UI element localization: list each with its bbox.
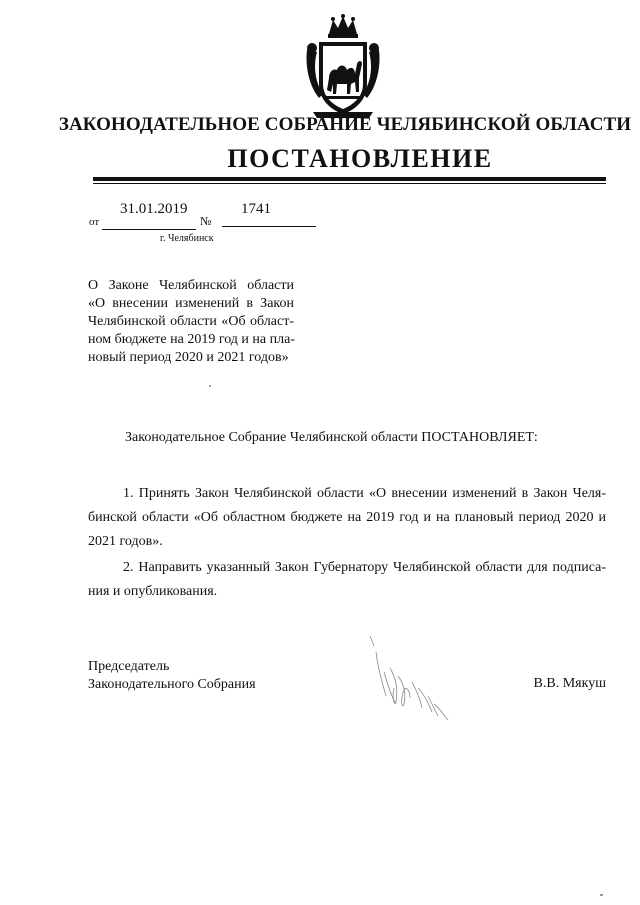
subject-line: ном бюджете на 2019 год и на пла- [88, 332, 295, 347]
paragraph-line: ния и опубликования. [88, 584, 218, 599]
header-rule-thin [93, 183, 606, 184]
date-underline [102, 229, 196, 230]
paragraph-line: 1. Принять Закон Челябинской области «О внесении изменений в Закон Челя- [123, 486, 606, 501]
position-line-1: Председатель [88, 659, 170, 674]
scan-speck [600, 894, 603, 896]
document-number: 1741 [241, 201, 271, 217]
signatory-name: В.В. Мякуш [533, 676, 606, 691]
paragraph-line: бинской области «Об областном бюджете на 2019 год и на плановый период 2020 и [88, 510, 606, 525]
subject-line: О Законе Челябинской области [88, 278, 294, 293]
preamble: Законодательное Собрание Челябинской области ПОСТАНОВЛЯЕТ: [125, 430, 538, 445]
subject-line: новый период 2020 и 2021 годов» [88, 350, 289, 365]
signatory-position [88, 658, 256, 694]
date-label: от [89, 216, 100, 228]
resolution-item-2 [88, 556, 606, 604]
subject-line: Челябинской области «Об област- [88, 314, 294, 329]
header-rule-thick [93, 177, 606, 181]
handwritten-signature [362, 632, 462, 722]
document-date: 31.01.2019 [120, 201, 188, 217]
document-type-title: ПОСТАНОВЛЕНИЕ [227, 144, 493, 173]
number-label: № [200, 214, 212, 228]
coat-of-arms-emblem [303, 14, 383, 120]
position-line-2: Законодательного Собрания [88, 677, 256, 692]
scan-speck [209, 385, 211, 387]
paragraph-line: 2021 годов». [88, 534, 163, 549]
document-subject [88, 277, 294, 367]
city-label: г. Челябинск [160, 233, 214, 244]
resolution-item-1 [88, 482, 606, 554]
paragraph-line: 2. Направить указанный Закон Губернатору Челябинской области для подписа- [123, 560, 606, 575]
organization-name: ЗАКОНОДАТЕЛЬНОЕ СОБРАНИЕ ЧЕЛЯБИНСКОЙ ОБЛАСТИ [58, 114, 632, 135]
subject-line: «О внесении изменений в Закон [88, 296, 294, 311]
number-underline [222, 226, 316, 227]
